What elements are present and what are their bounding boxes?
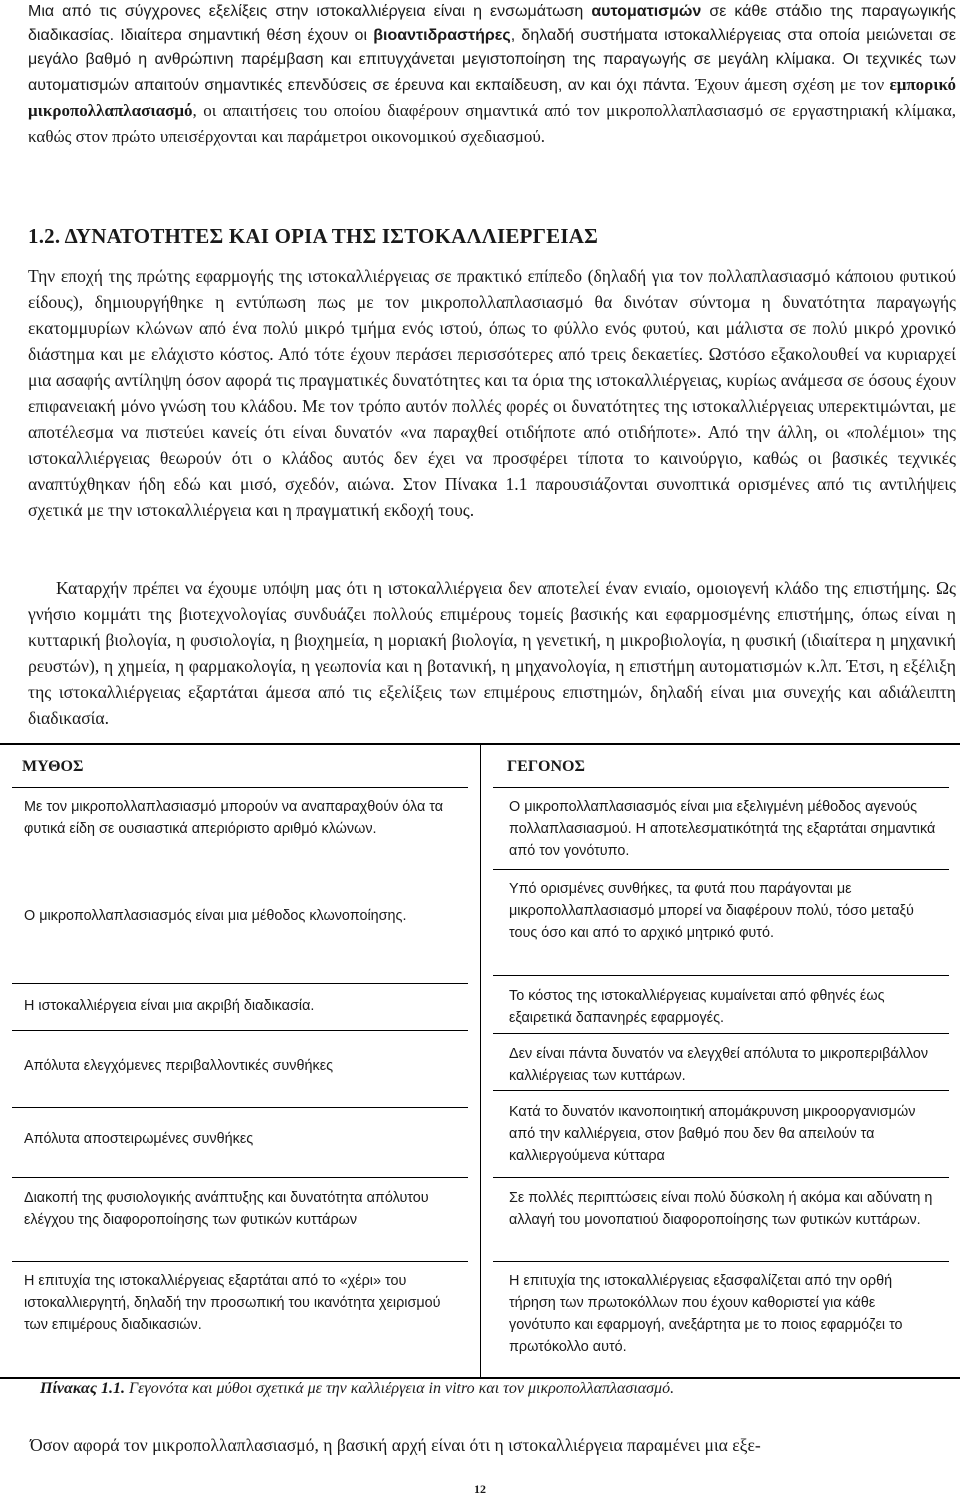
page-number: 12 [474,1482,486,1496]
fact-cell: Κατά το δυνατόν ικανοποιητική απομάκρυνση μικροοργανισμών από την καλλιέργεια, στον βαθμό που δεν θα απειλούν τα καλλιεργούμενα κύτταρα [509,1104,916,1164]
myth-fact-table [0,743,960,1379]
fact-cell: Σε πολλές περιπτώσεις είναι πολύ δύσκολη ή ακόμα και αδύνατη η αλλαγή του μονοπατιού διαφοροποίησης των φυτικών κυττάρων. [509,1190,933,1228]
fact-cell: Δεν είναι πάντα δυνατόν να ελεγχθεί απόλυτα το μικροπεριβάλλον καλλιέργειας των κυττάρων. [509,1046,929,1084]
intro-paragraph [28,0,956,150]
myth-cell: Η επιτυχία της ιστοκαλλιέργειας εξαρτάται από το «χέρι» του ιστοκαλλιεργητή, δηλαδή την προσωπική του ικανότητα χειρισμού των επιμέρους διαδικασιών. [24,1273,441,1333]
intro-text-1: Μια από τις σύγχρονες εξελίξεις στην ιστοκαλλιέργεια είναι η ενσωμάτωση [28,3,592,20]
row-divider [493,787,949,788]
row-divider [12,1261,468,1262]
caption-label: Πίνακας 1.1. [40,1380,125,1397]
myth-cell: Απόλυτα ελεγχόμενες περιβαλλοντικές συνθήκες [24,1058,334,1074]
row-divider [493,1090,949,1091]
fact-cell: Η επιτυχία της ιστοκαλλιέργειας εξασφαλίζεται από την ορθή τήρηση των πρωτοκόλλων που έχουν καθοριστεί για κάθε γονότυπο και εφαρμογή, ανεξάρτητα με το ποιος εφαρμόζει το πρωτόκολλο αυτό. [509,1273,903,1355]
row-divider [12,1030,468,1031]
row-divider [12,1177,468,1178]
row-divider [493,1033,949,1034]
intro-text-4: Έχουν άμεση σχέση με τον [695,75,890,94]
row-divider [12,787,468,788]
section-heading: 1.2. ΔΥΝΑΤΟΤΗΤΕΣ ΚΑΙ ΟΡΙΑ ΤΗΣ ΙΣΤΟΚΑΛΛΙΕΡΓΕΙΑΣ [28,224,599,248]
section-paragraph-2: Καταρχήν πρέπει να έχουμε υπόψη μας ότι η ιστοκαλλιέργεια δεν αποτελεί έναν ενιαίο, ομοιογενή κλάδο της επιστήμης. Ως γνήσιο κομμάτι της βιοτεχνολογίας συνδυάζει πολλούς επιμέρους τομείς βασικής και εφαρμοσμένης επιστήμης, όπως είναι η κυτταρική βιολογία, η φυσιολογία, η βιοχημεία, η μοριακή βιολογία, η γενετική, η μικροβιολογία, η φυσική (ιδιαίτερα η μηχανική ρευστών), η χημεία, η φαρμακολογία, η γεωπονία και η βοτανική, η μηχανολογία, η επιστήμη αυτοματισμών κ.λπ. Έτσι, η εξέλιξη της ιστοκαλλιέργειας εξαρτάται άμεσα από τις εξελίξεις των επιμέρους επιστημών, δηλαδή είναι μια συνεχής και αδιάλειπτη διαδικασία. [28,578,956,728]
intro-text-2: σε κάθε στάδιο της παραγωγικής διαδικασίας. Ιδιαίτερα σημαντική θέση έχουν οι [28,3,956,44]
myth-cell: Ο μικροπολλαπλασιασμός είναι μια μέθοδος κλωνοποίησης. [24,908,407,924]
fact-cell: Ο μικροπολλαπλασιασμός είναι μια εξελιγμένη μέθοδος αγενούς πολλαπλασιασμού. Η αποτελεσματικότητά της εξαρτάται σημαντικά από τον γονότυπο. [509,799,936,859]
row-divider [12,1107,468,1108]
table-caption [40,1378,940,1400]
row-divider [493,1177,949,1178]
myth-cell: Απόλυτα αποστειρωμένες συνθήκες [24,1131,254,1147]
myth-cell: Η ιστοκαλλιέργεια είναι μια ακριβή διαδικασία. [24,998,315,1014]
intro-bold-commercial: εμπορικό μικροπολλαπλασιασμό [28,75,956,120]
row-divider [12,983,468,984]
row-divider [493,1261,949,1262]
fact-cell: Υπό ορισμένες συνθήκες, τα φυτά που παράγονται με μικροπολλαπλασιασμό μπορεί να διαφέρουν πολύ, τόσο μεταξύ τους όσο και από το αρχικό μητρικό φυτό. [509,881,914,941]
intro-text-3: , δηλαδή συστήματα ιστοκαλλιέργειας στα οποία μειώνεται σε μεγάλο βαθμό η ανθρώπινη παρέμβαση και επιτυγχάνεται μεγιστοποίηση της παραγωγής σε μεγάλη κλίμακα. Οι τεχνικές των αυτοματισμών απαιτούν σημαντικές επενδύσεις σε έρευνα και εκπαίδευση, αν και όχι πάντα. [28,27,957,94]
intro-bold-bioreactors: βιοαντιδραστήρες [373,27,511,44]
closing-line: Όσον αφορά τον μικροπολλαπλασιασμό, η βασική αρχή είναι ότι η ιστοκαλλιέργεια παραμένει μια εξε- [30,1435,761,1455]
myth-header: ΜΥΘΟΣ [22,758,84,775]
fact-cell: Το κόστος της ιστοκαλλιέργειας κυμαίνεται από φθηνές έως εξαιρετικά δαπανηρές εφαρμογές. [509,988,885,1026]
fact-header: ΓΕΓΟΝΟΣ [507,758,585,775]
row-divider [493,869,949,870]
myth-cell: Διακοπή της φυσιολογικής ανάπτυξης και δυνατότητα απόλυτου ελέγχου της διαφοροποίησης των φυτικών κυττάρων [24,1190,429,1228]
fact-column [481,745,960,1377]
row-divider [493,975,949,976]
intro-text-5: , οι απαιτήσεις του οποίου διαφέρουν σημαντικά από τον μικροπολλαπλασιασμό σε εργαστηριακή κλίμακα, καθώς στον πρώτο υπεισέρχονται και παράμετροι οικονομικού σχεδιασμού. [28,101,956,146]
intro-bold-automation: αυτοματισμών [591,3,702,20]
caption-text: Γεγονότα και μύθοι σχετικά με την καλλιέργεια in vitro και τον μικροπολλαπλασιασμό. [125,1380,675,1397]
section-paragraph-1: Την εποχή της πρώτης εφαρμογής της ιστοκαλλιέργειας σε πρακτικό επίπεδο (δηλαδή για τον πολλαπλασιασμό κάποιου φυτικού είδους), δημιουργήθηκε η εντύπωση πως με τον μικροπολλαπλασιασμό θα δινόταν σύντομα η δυνατότητα παραγωγής εκατομμυρίων κλώνων από ένα πολύ μικρό τμήμα ενός ιστού, όπως το φύλλο ενός φυτού, και μάλιστα σε πολύ μικρό χρονικό διάστημα και με ελάχιστο κόστος. Από τότε έχουν περάσει περισσότερες από τρεις δεκαετίες. Ωστόσο εξακολουθεί να κυριαρχεί μια ασαφής αντίληψη όσον αφορά τις πραγματικές δυνατότητες και τα όρια της ιστοκαλλιέργειας, κυρίως ανάμεσα σε όσους έχουν επιφανειακή μόνο γνώση του κλάδου. Με τον τρόπο αυτόν πολλές φορές οι δυνατότητες της ιστοκαλλιέργειας υπερεκτιμώνται, με αποτέλεσμα να πιστεύει κανείς ότι είναι δυνατόν «να παραχθεί οτιδήποτε από οτιδήποτε». Από την άλλη, οι «πολέμιοι» της ιστοκαλλιέργειας θεωρούν ότι ο κλάδος αυτός δεν έχει να προσφέρει τίποτα το καινούργιο, καθώς οι βασικές τεχνικές αναπτύχθηκαν ήδη εδώ και μισό, σχεδόν, αιώνα. Στον Πίνακα 1.1 παρουσιάζονται συνοπτικά ορισμένες από τις αντιλήψεις σχετικά με την ιστοκαλλιέργεια και η πραγματική εκδοχή τους. [28,266,956,520]
myth-column [0,745,481,1377]
myth-cell: Με τον μικροπολλαπλασιασμό μπορούν να αναπαραχθούν όλα τα φυτικά είδη σε ουσιαστικά απεριόριστο αριθμό κλώνων. [24,799,444,837]
